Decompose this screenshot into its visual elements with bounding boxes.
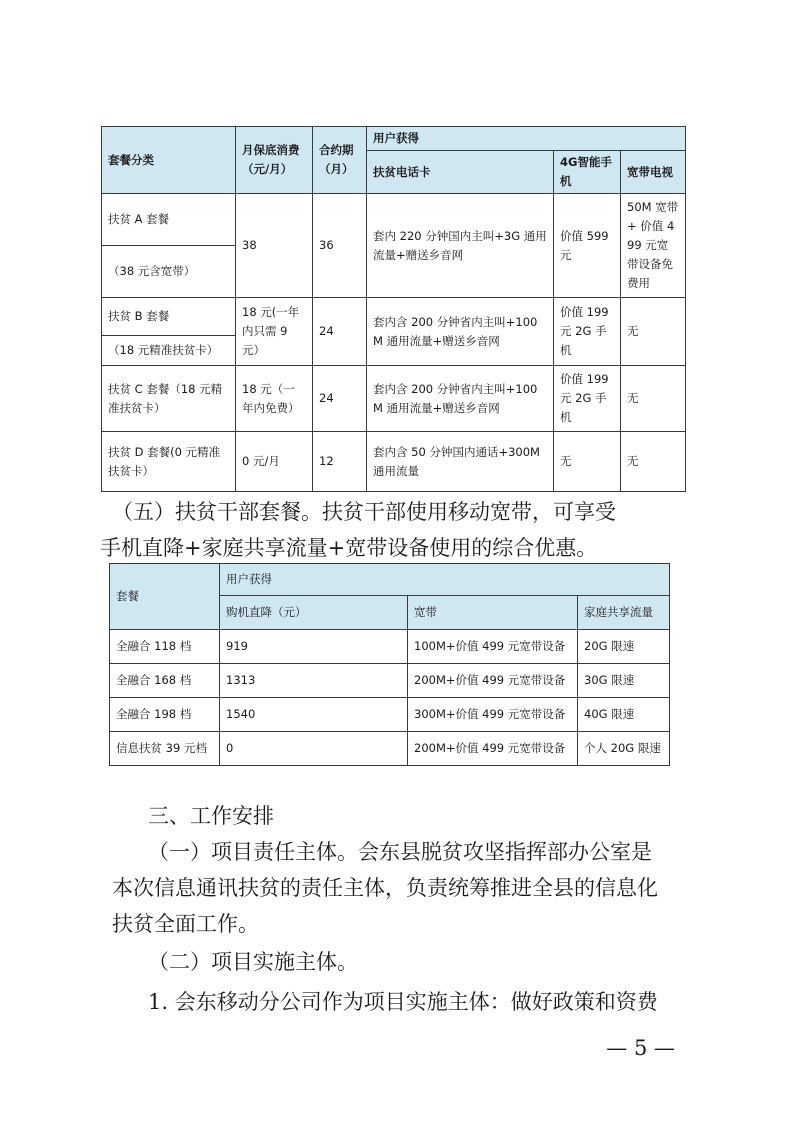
header-user-gets: 用户获得 (220, 564, 670, 596)
phone-discount: 0 (220, 732, 408, 766)
section3-p3: 1. 会东移动分公司作为项目实施主体：做好政策和资费 (148, 990, 658, 1014)
card-content: 套内含 200 分钟省内主叫+100M 通用流量+赠送乡音网 (367, 298, 554, 366)
page-number: — 5 — (606, 1036, 675, 1060)
broadband-offer: 无 (621, 366, 686, 432)
header-user-gets: 用户获得 (367, 127, 686, 151)
min-spend: 18 元(一年内只需 9 元） (236, 298, 313, 366)
contract-months: 12 (313, 432, 367, 492)
card-content: 套内 220 分钟国内主叫+3G 通用流量+赠送乡音网 (367, 194, 554, 298)
phone-discount: 1540 (220, 698, 408, 732)
card-content: 套内含 200 分钟省内主叫+100M 通用流量+赠送乡音网 (367, 366, 554, 432)
package-name: 信息扶贫 39 元档 (110, 732, 220, 766)
package-subname: （38 元含宽带） (102, 246, 236, 298)
section3-p2: （二）项目实施主体。 (148, 950, 358, 974)
broadband-offer: 200M+价值 499 元宽带设备 (408, 664, 578, 698)
header-min-spend: 月保底消费（元/月） (236, 127, 313, 194)
header-category: 套餐分类 (102, 127, 236, 194)
section3-p1-line3: 扶贫全面工作。 (112, 912, 259, 936)
header-discount: 购机直降（元） (220, 596, 408, 630)
phone-discount: 1313 (220, 664, 408, 698)
poverty-package-table (101, 126, 686, 492)
broadband-offer: 无 (621, 298, 686, 366)
phone-offer: 价值 599 元 (554, 194, 621, 298)
family-data: 30G 限速 (578, 664, 670, 698)
package-name: 全融合 198 档 (110, 698, 220, 732)
min-spend: 18 元（一年内免费） (236, 366, 313, 432)
header-card: 扶贫电话卡 (367, 151, 554, 194)
family-data: 20G 限速 (578, 630, 670, 664)
broadband-offer: 100M+价值 499 元宽带设备 (408, 630, 578, 664)
header-contract: 合约期（月） (313, 127, 367, 194)
header-family-data: 家庭共享流量 (578, 596, 670, 630)
contract-months: 36 (313, 194, 367, 298)
header-phone: 4G智能手机 (554, 151, 621, 194)
package-name: 全融合 168 档 (110, 664, 220, 698)
section3-p1-line1: （一）项目责任主体。会东县脱贫攻坚指挥部办公室是 (148, 840, 652, 864)
header-broadband: 宽带电视 (621, 151, 686, 194)
package-name: 扶贫 D 套餐(0 元精准扶贫卡） (102, 432, 236, 492)
package-name: 扶贫 A 套餐 (102, 194, 236, 246)
min-spend: 38 (236, 194, 313, 298)
family-data: 个人 20G 限速 (578, 732, 670, 766)
card-content: 套内含 50 分钟国内通话+300M 通用流量 (367, 432, 554, 492)
phone-offer: 无 (554, 432, 621, 492)
para5-line2: 手机直降+家庭共享流量+宽带设备使用的综合优惠。 (100, 536, 598, 560)
phone-discount: 919 (220, 630, 408, 664)
contract-months: 24 (313, 366, 367, 432)
package-name: 扶贫 B 套餐 (102, 298, 236, 336)
broadband-offer: 无 (621, 432, 686, 492)
package-name: 扶贫 C 套餐（18 元精准扶贫卡） (102, 366, 236, 432)
contract-months: 24 (313, 298, 367, 366)
section3-p1-line2: 本次信息通讯扶贫的责任主体，负责统筹推进全县的信息化 (112, 876, 658, 900)
family-data: 40G 限速 (578, 698, 670, 732)
phone-offer: 价值 199 元 2G 手机 (554, 366, 621, 432)
broadband-offer: 300M+价值 499 元宽带设备 (408, 698, 578, 732)
broadband-offer: 50M 宽带 + 价值 499 元宽带设备免费用 (621, 194, 686, 298)
cadre-package-table (109, 563, 670, 766)
package-subname: （18 元精准扶贫卡） (102, 336, 236, 366)
para5-line1: （五）扶贫干部套餐。扶贫干部使用移动宽带，可享受 (112, 500, 616, 524)
header-broadband: 宽带 (408, 596, 578, 630)
min-spend: 0 元/月 (236, 432, 313, 492)
section-heading: 三、工作安排 (148, 804, 274, 828)
header-package: 套餐 (110, 564, 220, 630)
broadband-offer: 200M+价值 499 元宽带设备 (408, 732, 578, 766)
phone-offer: 价值 199 元 2G 手机 (554, 298, 621, 366)
package-name: 全融合 118 档 (110, 630, 220, 664)
